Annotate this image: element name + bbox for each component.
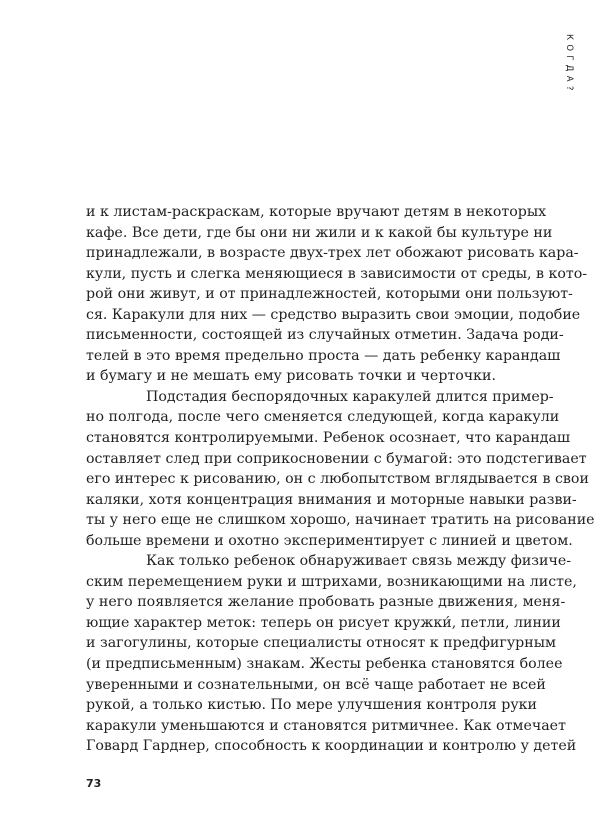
text-line: телей в это время предельно проста — дать ребенку карандаш bbox=[86, 347, 561, 364]
text-line: письменности, состоящей из случайных отметин. Задача роди- bbox=[86, 327, 564, 344]
text-line: оставляет след при соприкосновении с бумагой: это подстегивает bbox=[86, 450, 587, 467]
text-line: но полгода, после чего сменяется следующей, когда каракули bbox=[86, 409, 560, 426]
paragraph-first-line: Как только ребенок обнаруживает связь между физиче- bbox=[146, 553, 572, 570]
text-line: и бумагу и не мешать ему рисовать точки и черточки. bbox=[86, 368, 497, 385]
text-line: уверенными и сознательными, он всё чаще работает не всей bbox=[86, 676, 546, 693]
text-line: каракули уменьшаются и становятся ритмичнее. Как отмечает bbox=[86, 717, 566, 734]
text-line: кафе. Все дети, где бы они ни жили и к какой бы культуре ни bbox=[86, 224, 553, 241]
text-line: и загогулины, которые специалисты относят к предфигурным bbox=[86, 635, 557, 652]
text-line: каляки, хотя концентрация внимания и моторные навыки разви- bbox=[86, 491, 577, 508]
paragraph-first-line: Подстадия беспорядочных каракулей длится пример- bbox=[146, 388, 554, 405]
text-line: ты у него еще не слишком хорошо, начинает тратить на рисование bbox=[86, 512, 595, 529]
text-line: и к листам-раскраскам, которые вручают детям в некоторых bbox=[86, 204, 547, 220]
running-head-text: КОГДА? bbox=[564, 34, 574, 95]
text-line: больше времени и охотно экспериментирует с линией и цветом. bbox=[86, 532, 573, 549]
text-line: ся. Каракули для них — средство выразить свои эмоции, подобие bbox=[86, 306, 581, 323]
text-line: кули, пусть и слегка меняющиеся в зависимости от среды, в кото- bbox=[86, 265, 588, 282]
text-line: у него появляется желание пробовать разные движения, меня- bbox=[86, 594, 566, 611]
text-line: рукой, а только кистью. По мере улучшения контроля руки bbox=[86, 697, 537, 714]
text-line: Говард Гарднер, способность к координации и контролю у детей bbox=[86, 738, 577, 755]
page-number: 73 bbox=[86, 777, 102, 790]
text-line: ским перемещением руки и штрихами, возникающими на листе, bbox=[86, 573, 577, 590]
text-line: ющие характер меток: теперь он рисует кружки́, петли, линии bbox=[86, 614, 561, 631]
text-line: становятся контролируемыми. Ребенок осознает, что карандаш bbox=[86, 430, 571, 447]
text-line: рой они живут, и от принадлежностей, которыми они пользуют- bbox=[86, 286, 573, 303]
body-text bbox=[86, 202, 595, 757]
text-line: (и предписьменным) знакам. Жесты ребенка становятся более bbox=[86, 656, 563, 673]
text-line: его интерес к рисованию, он с любопытством вглядывается в свои bbox=[86, 471, 589, 488]
text-line: принадлежали, в возрасте двух-трех лет обожают рисовать кара- bbox=[86, 245, 579, 262]
running-head bbox=[558, 34, 578, 108]
